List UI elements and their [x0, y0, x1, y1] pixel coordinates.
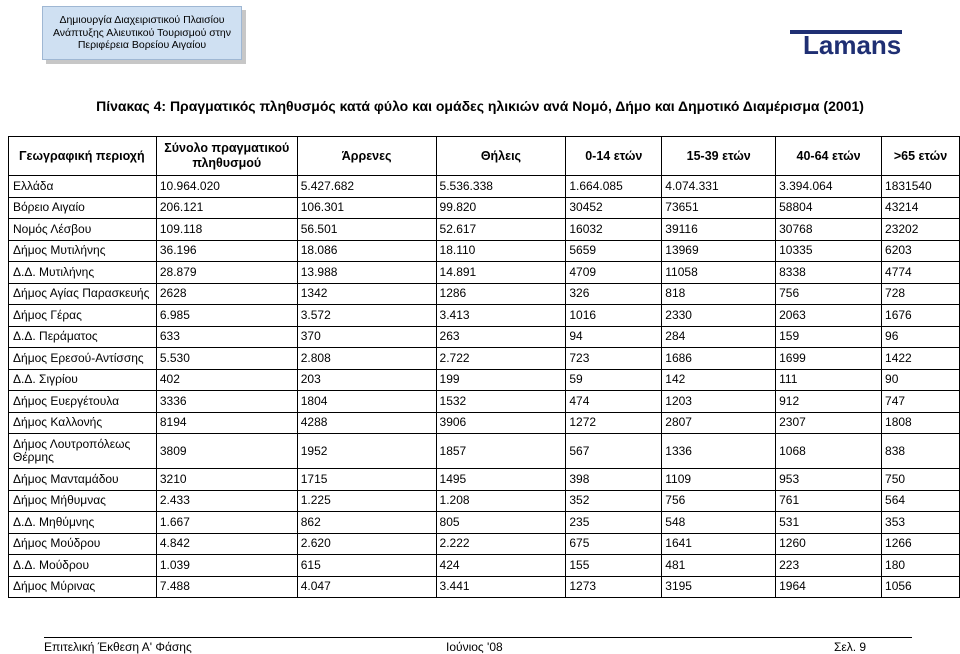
cell-female: 1857 — [436, 434, 566, 469]
footer-page-number: Σελ. 9 — [834, 640, 867, 654]
cell-male: 13.988 — [297, 262, 436, 284]
cell-male: 1715 — [297, 469, 436, 491]
cell-age-0-14: 30452 — [566, 197, 662, 219]
cell-male: 4.047 — [297, 576, 436, 598]
table-row — [9, 197, 960, 219]
table-row — [9, 240, 960, 262]
cell-age-0-14: 16032 — [566, 219, 662, 241]
cell-age-15-39: 13969 — [662, 240, 776, 262]
cell-age-15-39: 818 — [662, 283, 776, 305]
cell-female: 199 — [436, 369, 566, 391]
cell-age-0-14: 5659 — [566, 240, 662, 262]
table-row — [9, 576, 960, 598]
cell-age-0-14: 675 — [566, 533, 662, 555]
cell-area-name: Δήμος Ευεργέτουλα — [9, 391, 157, 413]
cell-age-65: 353 — [882, 512, 960, 534]
cell-age-65: 1056 — [882, 576, 960, 598]
cell-age-40-64: 912 — [776, 391, 882, 413]
cell-age-15-39: 284 — [662, 326, 776, 348]
cell-female: 3.413 — [436, 305, 566, 327]
cell-female: 805 — [436, 512, 566, 534]
table-row — [9, 262, 960, 284]
cell-age-40-64: 10335 — [776, 240, 882, 262]
cell-male: 1.225 — [297, 490, 436, 512]
cell-age-15-39: 481 — [662, 555, 776, 577]
cell-male: 203 — [297, 369, 436, 391]
project-title-box — [42, 6, 242, 60]
cell-age-15-39: 39116 — [662, 219, 776, 241]
cell-area-name: Δ.Δ. Περάματος — [9, 326, 157, 348]
table-row — [9, 348, 960, 370]
cell-age-65: 4774 — [882, 262, 960, 284]
cell-male: 615 — [297, 555, 436, 577]
cell-age-0-14: 723 — [566, 348, 662, 370]
cell-age-40-64: 2063 — [776, 305, 882, 327]
cell-age-0-14: 155 — [566, 555, 662, 577]
table-row — [9, 283, 960, 305]
cell-age-65: 23202 — [882, 219, 960, 241]
cell-male: 2.620 — [297, 533, 436, 555]
cell-area-name: Δ.Δ. Σιγρίου — [9, 369, 157, 391]
cell-female: 18.110 — [436, 240, 566, 262]
cell-total: 1.667 — [156, 512, 297, 534]
population-table — [8, 136, 960, 598]
table-header-row — [9, 137, 960, 176]
cell-male: 106.301 — [297, 197, 436, 219]
cell-area-name: Βόρειο Αιγαίο — [9, 197, 157, 219]
cell-age-15-39: 2330 — [662, 305, 776, 327]
cell-age-65: 6203 — [882, 240, 960, 262]
table-row — [9, 326, 960, 348]
cell-male: 56.501 — [297, 219, 436, 241]
cell-female: 1286 — [436, 283, 566, 305]
cell-age-0-14: 326 — [566, 283, 662, 305]
cell-female: 2.722 — [436, 348, 566, 370]
cell-area-name: Δήμος Ερεσού-Αντίσσης — [9, 348, 157, 370]
cell-age-40-64: 953 — [776, 469, 882, 491]
cell-age-15-39: 73651 — [662, 197, 776, 219]
cell-age-15-39: 1336 — [662, 434, 776, 469]
cell-age-15-39: 1641 — [662, 533, 776, 555]
cell-area-name: Δήμος Αγίας Παρασκευής — [9, 283, 157, 305]
cell-age-15-39: 142 — [662, 369, 776, 391]
cell-female: 424 — [436, 555, 566, 577]
cell-female: 1.208 — [436, 490, 566, 512]
table-row — [9, 176, 960, 198]
cell-female: 52.617 — [436, 219, 566, 241]
col-header-age-40-64: 40-64 ετών — [776, 137, 882, 176]
cell-total: 6.985 — [156, 305, 297, 327]
cell-age-65: 747 — [882, 391, 960, 413]
table-row — [9, 469, 960, 491]
cell-female: 2.222 — [436, 533, 566, 555]
cell-age-0-14: 474 — [566, 391, 662, 413]
cell-age-0-14: 398 — [566, 469, 662, 491]
table-row — [9, 369, 960, 391]
cell-age-0-14: 1016 — [566, 305, 662, 327]
cell-area-name: Δ.Δ. Μυτιλήνης — [9, 262, 157, 284]
col-header-age-0-14: 0-14 ετών — [566, 137, 662, 176]
cell-total: 4.842 — [156, 533, 297, 555]
col-header-geo: Γεωγραφική περιοχή — [9, 137, 157, 176]
cell-age-15-39: 548 — [662, 512, 776, 534]
cell-age-65: 564 — [882, 490, 960, 512]
cell-age-65: 96 — [882, 326, 960, 348]
cell-age-40-64: 1260 — [776, 533, 882, 555]
cell-age-0-14: 94 — [566, 326, 662, 348]
cell-age-65: 90 — [882, 369, 960, 391]
project-title-line-2: Ανάπτυξης Αλιευτικού Τουρισμού στην — [52, 26, 232, 39]
cell-total: 3809 — [156, 434, 297, 469]
cell-total: 633 — [156, 326, 297, 348]
cell-male: 1342 — [297, 283, 436, 305]
cell-total: 7.488 — [156, 576, 297, 598]
cell-age-40-64: 30768 — [776, 219, 882, 241]
cell-age-40-64: 8338 — [776, 262, 882, 284]
cell-male: 370 — [297, 326, 436, 348]
cell-female: 1532 — [436, 391, 566, 413]
cell-total: 36.196 — [156, 240, 297, 262]
cell-age-40-64: 531 — [776, 512, 882, 534]
col-header-age-15-39: 15-39 ετών — [662, 137, 776, 176]
cell-age-15-39: 2807 — [662, 412, 776, 434]
cell-female: 99.820 — [436, 197, 566, 219]
cell-total: 5.530 — [156, 348, 297, 370]
cell-age-15-39: 11058 — [662, 262, 776, 284]
cell-total: 10.964.020 — [156, 176, 297, 198]
cell-male: 1952 — [297, 434, 436, 469]
cell-age-0-14: 59 — [566, 369, 662, 391]
cell-age-65: 1422 — [882, 348, 960, 370]
table-row — [9, 219, 960, 241]
cell-age-0-14: 1272 — [566, 412, 662, 434]
cell-total: 2.433 — [156, 490, 297, 512]
cell-area-name: Δήμος Μήθυμνας — [9, 490, 157, 512]
cell-female: 14.891 — [436, 262, 566, 284]
cell-female: 1495 — [436, 469, 566, 491]
cell-age-65: 43214 — [882, 197, 960, 219]
cell-total: 402 — [156, 369, 297, 391]
footer-report-name: Επιτελική Έκθεση Α' Φάσης — [44, 640, 192, 654]
table-row — [9, 555, 960, 577]
footer-divider — [44, 637, 912, 638]
cell-area-name: Δήμος Γέρας — [9, 305, 157, 327]
cell-age-0-14: 235 — [566, 512, 662, 534]
cell-age-65: 180 — [882, 555, 960, 577]
col-header-male: Άρρενες — [297, 137, 436, 176]
cell-age-40-64: 756 — [776, 283, 882, 305]
cell-age-40-64: 58804 — [776, 197, 882, 219]
col-header-female: Θήλεις — [436, 137, 566, 176]
cell-area-name: Δήμος Μυτιλήνης — [9, 240, 157, 262]
cell-age-65: 1266 — [882, 533, 960, 555]
cell-female: 3906 — [436, 412, 566, 434]
cell-area-name: Δήμος Καλλονής — [9, 412, 157, 434]
cell-age-40-64: 2307 — [776, 412, 882, 434]
cell-age-0-14: 4709 — [566, 262, 662, 284]
cell-area-name: Δ.Δ. Μηθύμνης — [9, 512, 157, 534]
cell-female: 3.441 — [436, 576, 566, 598]
cell-total: 109.118 — [156, 219, 297, 241]
cell-total: 2628 — [156, 283, 297, 305]
table-row — [9, 305, 960, 327]
cell-area-name: Δήμος Μανταμάδου — [9, 469, 157, 491]
table-row — [9, 391, 960, 413]
table-row — [9, 412, 960, 434]
col-header-age-65: >65 ετών — [882, 137, 960, 176]
cell-area-name: Δ.Δ. Μούδρου — [9, 555, 157, 577]
cell-age-40-64: 1964 — [776, 576, 882, 598]
cell-age-40-64: 761 — [776, 490, 882, 512]
cell-age-40-64: 1699 — [776, 348, 882, 370]
cell-age-15-39: 756 — [662, 490, 776, 512]
cell-total: 3336 — [156, 391, 297, 413]
table-row — [9, 434, 960, 469]
cell-age-0-14: 567 — [566, 434, 662, 469]
cell-age-0-14: 1.664.085 — [566, 176, 662, 198]
cell-age-65: 750 — [882, 469, 960, 491]
cell-female: 5.536.338 — [436, 176, 566, 198]
cell-age-15-39: 1203 — [662, 391, 776, 413]
table-title: Πίνακας 4: Πραγματικός πληθυσμός κατά φύλο και ομάδες ηλικιών ανά Νομό, Δήμο και Δημοτικό Διαμέρισμα (2001) — [96, 98, 864, 114]
cell-age-65: 838 — [882, 434, 960, 469]
cell-area-name: Νομός Λέσβου — [9, 219, 157, 241]
cell-male: 18.086 — [297, 240, 436, 262]
cell-female: 263 — [436, 326, 566, 348]
cell-age-40-64: 3.394.064 — [776, 176, 882, 198]
cell-male: 862 — [297, 512, 436, 534]
cell-area-name: Δήμος Μύρινας — [9, 576, 157, 598]
cell-age-65: 728 — [882, 283, 960, 305]
cell-total: 3210 — [156, 469, 297, 491]
cell-male: 3.572 — [297, 305, 436, 327]
cell-total: 28.879 — [156, 262, 297, 284]
company-logo: Lamans — [803, 30, 902, 60]
cell-age-65: 1831540 — [882, 176, 960, 198]
table-row — [9, 490, 960, 512]
cell-age-15-39: 1686 — [662, 348, 776, 370]
table-row — [9, 512, 960, 534]
cell-total: 8194 — [156, 412, 297, 434]
cell-area-name: Ελλάδα — [9, 176, 157, 198]
project-title-line-3: Περιφέρεια Βορείου Αιγαίου — [77, 39, 207, 52]
cell-age-40-64: 159 — [776, 326, 882, 348]
cell-age-40-64: 223 — [776, 555, 882, 577]
cell-age-65: 1676 — [882, 305, 960, 327]
cell-male: 2.808 — [297, 348, 436, 370]
cell-area-name: Δήμος Λουτροπόλεως Θέρμης — [9, 434, 157, 469]
project-title-line-1: Δημιουργία Διαχειριστικού Πλαισίου — [59, 14, 225, 27]
cell-age-15-39: 3195 — [662, 576, 776, 598]
cell-age-0-14: 352 — [566, 490, 662, 512]
cell-male: 5.427.682 — [297, 176, 436, 198]
cell-male: 1804 — [297, 391, 436, 413]
table-row — [9, 533, 960, 555]
cell-age-0-14: 1273 — [566, 576, 662, 598]
cell-age-15-39: 4.074.331 — [662, 176, 776, 198]
cell-area-name: Δήμος Μούδρου — [9, 533, 157, 555]
cell-total: 1.039 — [156, 555, 297, 577]
cell-age-65: 1808 — [882, 412, 960, 434]
footer-date: Ιούνιος '08 — [446, 640, 503, 654]
cell-age-40-64: 1068 — [776, 434, 882, 469]
cell-age-15-39: 1109 — [662, 469, 776, 491]
col-header-total: Σύνολο πραγματικού πληθυσμού — [156, 137, 297, 176]
cell-age-40-64: 111 — [776, 369, 882, 391]
cell-male: 4288 — [297, 412, 436, 434]
cell-total: 206.121 — [156, 197, 297, 219]
